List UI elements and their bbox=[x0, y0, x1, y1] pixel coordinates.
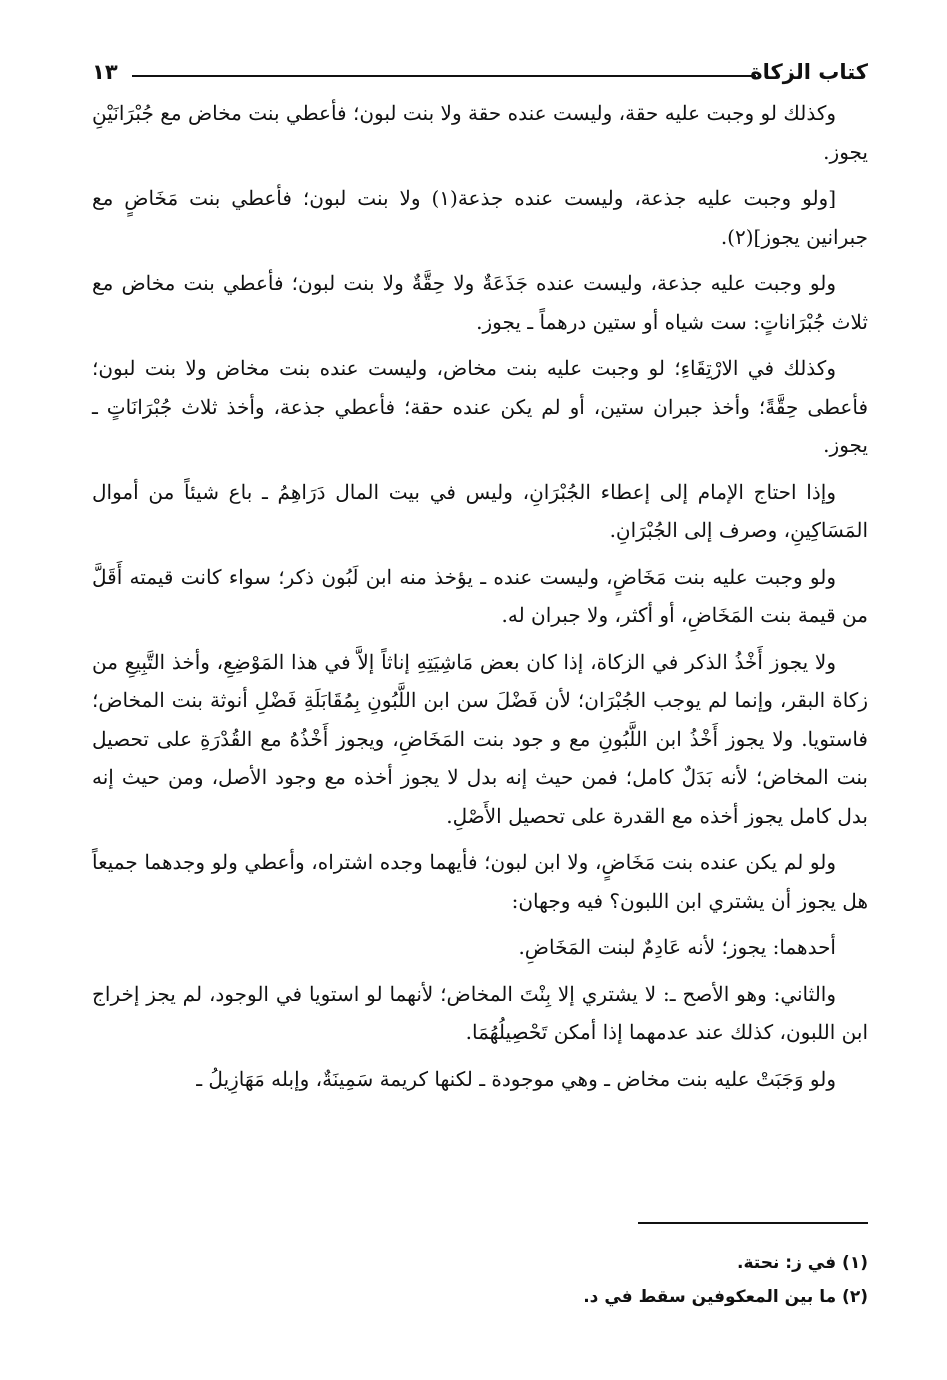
footnotes bbox=[92, 1222, 868, 1314]
page-number: ١٣ bbox=[92, 60, 118, 84]
paragraph: ولو وَجَبَتْ عليه بنت مخاض ـ وهي موجودة ـ لكنها كريمة سَمِينَةٌ، وإبله مَهَازِيلُ ـ bbox=[196, 1066, 836, 1091]
footnote: (١) في ز: نحتة. bbox=[737, 1253, 868, 1273]
main-text bbox=[92, 94, 868, 1106]
header-title: كتاب الزكاة bbox=[750, 60, 868, 84]
paragraph: وإذا احتاج الإمام إلى إعطاء الجُبْرَانِ، وليس في بيت المال دَرَاهِمُ ـ باع شيئاً من أموال المَسَاكِينِ، وصرف إلى الجُبْرَانِ. bbox=[92, 479, 868, 542]
paragraph: وكذلك لو وجبت عليه حقة، وليست عنده حقة ولا بنت لبون؛ فأعطي بنت مخاض مع جُبْرَانَيْنِ يجوز. bbox=[92, 101, 868, 164]
paragraph: ولو وجبت عليه جذعة، وليست عنده جَذَعَةٌ ولا حِقَّةٌ ولا بنت لبون؛ فأعطي بنت مخاض مع ثلاث جُبْرَاناتٍ: ست شياه أو ستين درهماً ـ يجوز. bbox=[92, 271, 868, 334]
footnote: (٢) ما بين المعكوفين سقط في د. bbox=[583, 1287, 868, 1307]
paragraph: أحدهما: يجوز؛ لأنه عَادِمٌ لبنت المَخَاضِ. bbox=[518, 935, 836, 959]
paragraph: ولو لم يكن عنده بنت مَخَاضٍ، ولا ابن لبون؛ فأيهما وجده اشتراه، وأعطي ولو وجدهما جميعاً هل يجوز أن يشتري ابن اللبون؟ فيه وجهان: bbox=[92, 850, 868, 913]
footnote-rule bbox=[638, 1222, 868, 1224]
header-rule bbox=[132, 75, 756, 77]
paragraph: وكذلك في الارْتِقَاءِ؛ لو وجبت عليه بنت مخاض، وليست عنده بنت مخاض ولا بنت لبون؛ فأعطى حِقَّةً؛ وأخذ جبران ستين، أو لم يكن عنده حقة؛ فأعطي جذعة، وأخذ ثلاث جُبْرَانَاتٍ ـ يجوز. bbox=[92, 356, 869, 457]
book-page bbox=[92, 52, 868, 1352]
paragraph: ولو وجبت عليه بنت مَخَاضٍ، وليست عنده ـ يؤخذ منه ابن لَبُون ذكر؛ سواء كانت قيمته أَقَلَّ من قيمة بنت المَخَاضِ، أو أكثر، ولا جبران له. bbox=[92, 564, 868, 627]
paragraph: [ولو وجبت عليه جذعة، وليست عنده جذعة(١) ولا بنت لبون؛ فأعطي بنت مَخَاضٍ مع جبرانين يجوز](٢). bbox=[92, 186, 868, 249]
running-header bbox=[92, 58, 868, 92]
paragraph: والثاني: وهو الأصح ـ: لا يشتري إلا بِنْتَ المخاض؛ لأنهما لو استويا في الوجود، لم يجز إخراج ابن اللبون، كذلك عند عدمهما إذا أمكن تَحْصِيلُهُمَا. bbox=[92, 981, 868, 1044]
paragraph: ولا يجوز أَخْذُ الذكر في الزكاة، إذا كان بعض مَاشِيَتِهِ إناثاً إلاَّ في هذا المَوْضِعِ، وأخذ التَّبِيعِ من زكاة البقر، وإنما لم يوجب الجُبْرَان؛ لأن فَضْلَ سن ابن اللَّبُونِ بِمُقَابَلَةِ فَضْلِ أنوثة بنت المخاض؛ فاستويا. ولا يجوز أَخْذُ ابن اللَّبُونِ مع و جود بنت المَخَاضِ، ويجوز أَخْذُهُ مع القُدْرَةِ على تحصيل بنت المخاض؛ لأنه بَدَلٌ كامل؛ فمن حيث إنه بدل لا يجوز أخذه مع وجود الأصل، ومن حيث إنه بدل كامل يجوز أخذه مع القدرة على تحصيل الأَصْلِ. bbox=[92, 649, 868, 828]
